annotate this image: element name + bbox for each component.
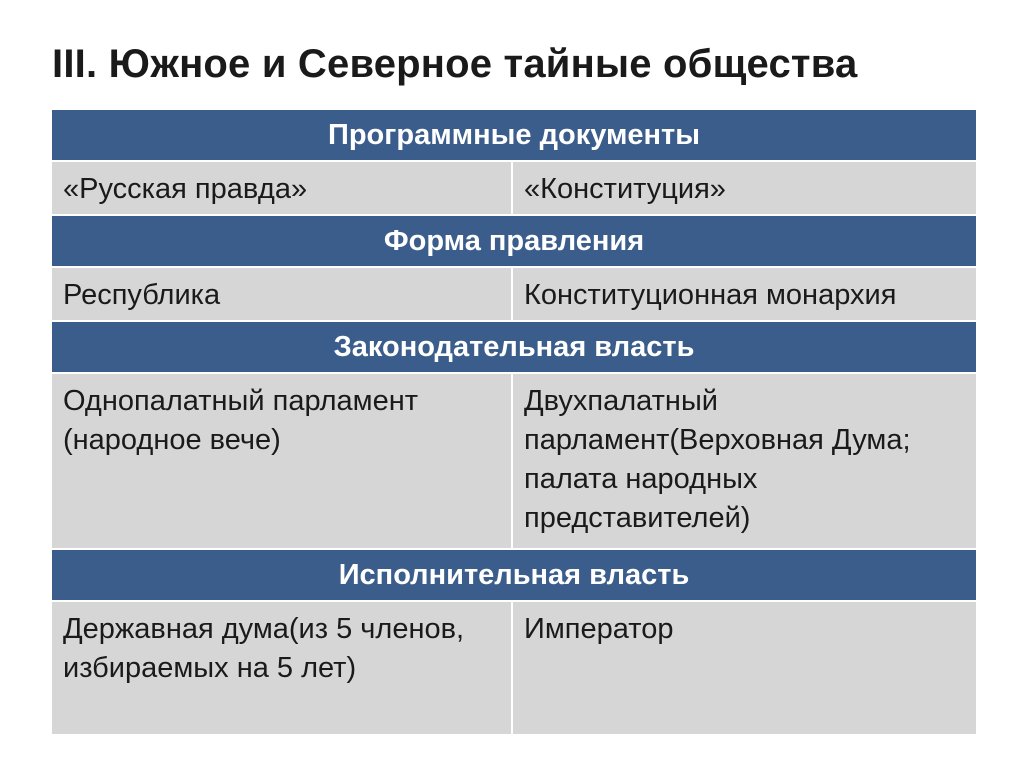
- southern-society-cell: Однопалатный парламент (народное вече): [51, 373, 512, 549]
- section-header-row: [51, 109, 977, 161]
- section-header: Форма правления: [51, 215, 977, 267]
- northern-society-cell: Император: [512, 601, 977, 735]
- northern-society-cell: Конституционная монархия: [512, 267, 977, 321]
- southern-society-cell: Державная дума(из 5 членов, избираемых на 5 лет): [51, 601, 512, 735]
- comparison-table: [50, 108, 978, 736]
- table-row: [51, 373, 977, 549]
- table-row: [51, 267, 977, 321]
- table-row: [51, 161, 977, 215]
- slide-title: III. Южное и Северное тайные общества: [52, 42, 858, 86]
- section-header-row: [51, 549, 977, 601]
- section-header-row: [51, 321, 977, 373]
- northern-society-cell: Двухпалатный парламент(Верховная Дума; палата народных представителей): [512, 373, 977, 549]
- northern-society-cell: «Конституция»: [512, 161, 977, 215]
- section-header: Законодательная власть: [51, 321, 977, 373]
- southern-society-cell: «Русская правда»: [51, 161, 512, 215]
- southern-society-cell: Республика: [51, 267, 512, 321]
- section-header: Исполнительная власть: [51, 549, 977, 601]
- table-row: [51, 601, 977, 735]
- section-header-row: [51, 215, 977, 267]
- section-header: Программные документы: [51, 109, 977, 161]
